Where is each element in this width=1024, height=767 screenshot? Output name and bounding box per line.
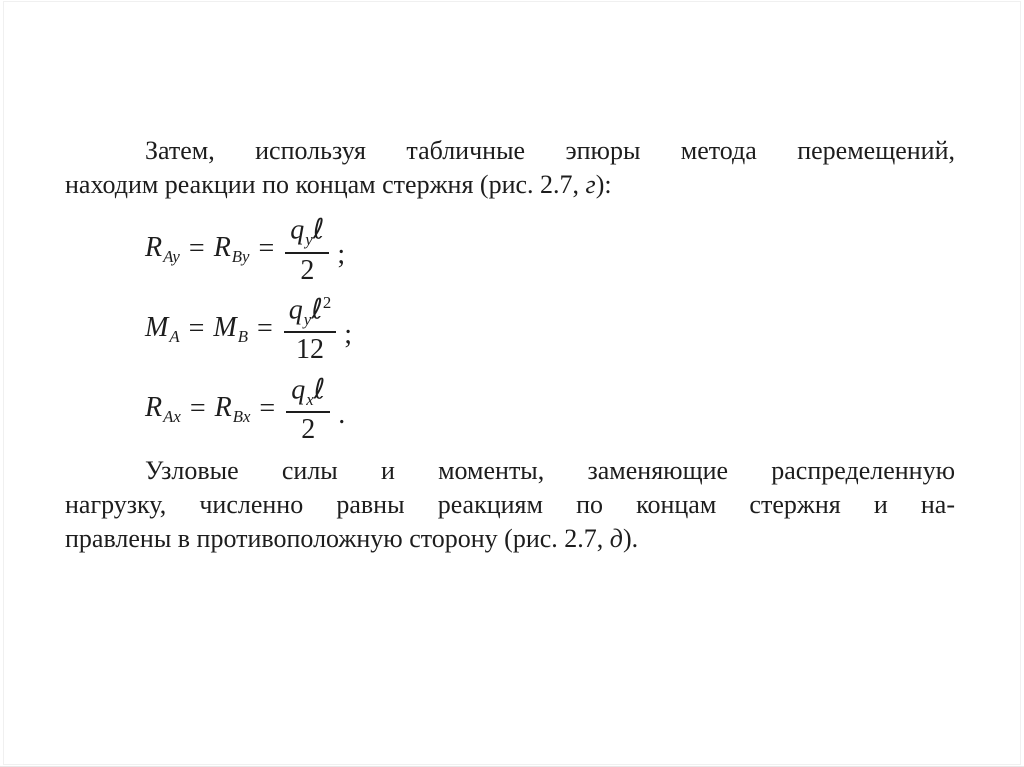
paragraph-2-line-1: Узловые силы и моменты, заменяющие распределенную <box>145 455 955 485</box>
fraction <box>286 374 330 445</box>
formula-term: $R_{Ax}$ <box>145 391 181 427</box>
fraction-numerator: $q_y\ell$ <box>285 214 329 254</box>
equals-sign: = <box>188 313 205 345</box>
fraction <box>284 294 336 365</box>
formula-term: $R_{Bx}$ <box>214 391 251 427</box>
paragraph-2 <box>65 454 955 556</box>
formula-term: $R_{Ay}$ <box>145 231 180 267</box>
fraction-numerator: $q_x\ell$ <box>286 374 330 414</box>
formula-moment <box>145 294 955 365</box>
fraction <box>285 214 329 285</box>
paragraph-1 <box>65 134 955 202</box>
equals-sign: = <box>256 313 273 345</box>
paragraph-2-line-3-tail: ). <box>622 523 639 553</box>
equals-sign: = <box>259 393 276 425</box>
figure-reference-letter: г <box>585 170 596 199</box>
fraction-numerator: $q_y\ell^2$ <box>284 294 336 334</box>
figure-reference-letter: д <box>609 523 623 553</box>
formula-reaction-x <box>145 374 955 445</box>
formula-term: $M_A$ <box>145 311 180 347</box>
fraction-denominator: 2 <box>300 254 315 286</box>
equals-sign: = <box>258 233 275 265</box>
paragraph-1-line-2-text: находим реакции по концам стержня (рис. 2.7, <box>65 170 586 199</box>
paragraph-1-line-2 <box>65 168 955 202</box>
formula-reaction-y <box>145 214 955 285</box>
slide-content <box>65 134 955 556</box>
formula-term: $M_B$ <box>213 311 248 347</box>
paragraph-1-line-2-tail: ): <box>595 170 612 199</box>
equals-sign: = <box>188 233 205 265</box>
paragraph-2-line-3-text: правлены в противоположную сторону (рис. 2.7, <box>65 523 610 553</box>
formula-block <box>65 214 955 445</box>
formula-punctuation: ; <box>337 239 346 271</box>
paragraph-2-line-2: нагрузку, численно равны реакциям по концам стержня и на- <box>65 489 955 519</box>
paragraph-1-line-1: Затем, используя табличные эпюры метода перемещений, <box>145 136 955 165</box>
paragraph-2-line-3 <box>65 522 955 556</box>
equals-sign: = <box>189 393 206 425</box>
formula-term: $R_{By}$ <box>213 231 250 267</box>
formula-punctuation: ; <box>344 319 352 351</box>
formula-punctuation: . <box>338 399 346 431</box>
fraction-denominator: 12 <box>295 334 324 366</box>
fraction-denominator: 2 <box>301 414 316 446</box>
